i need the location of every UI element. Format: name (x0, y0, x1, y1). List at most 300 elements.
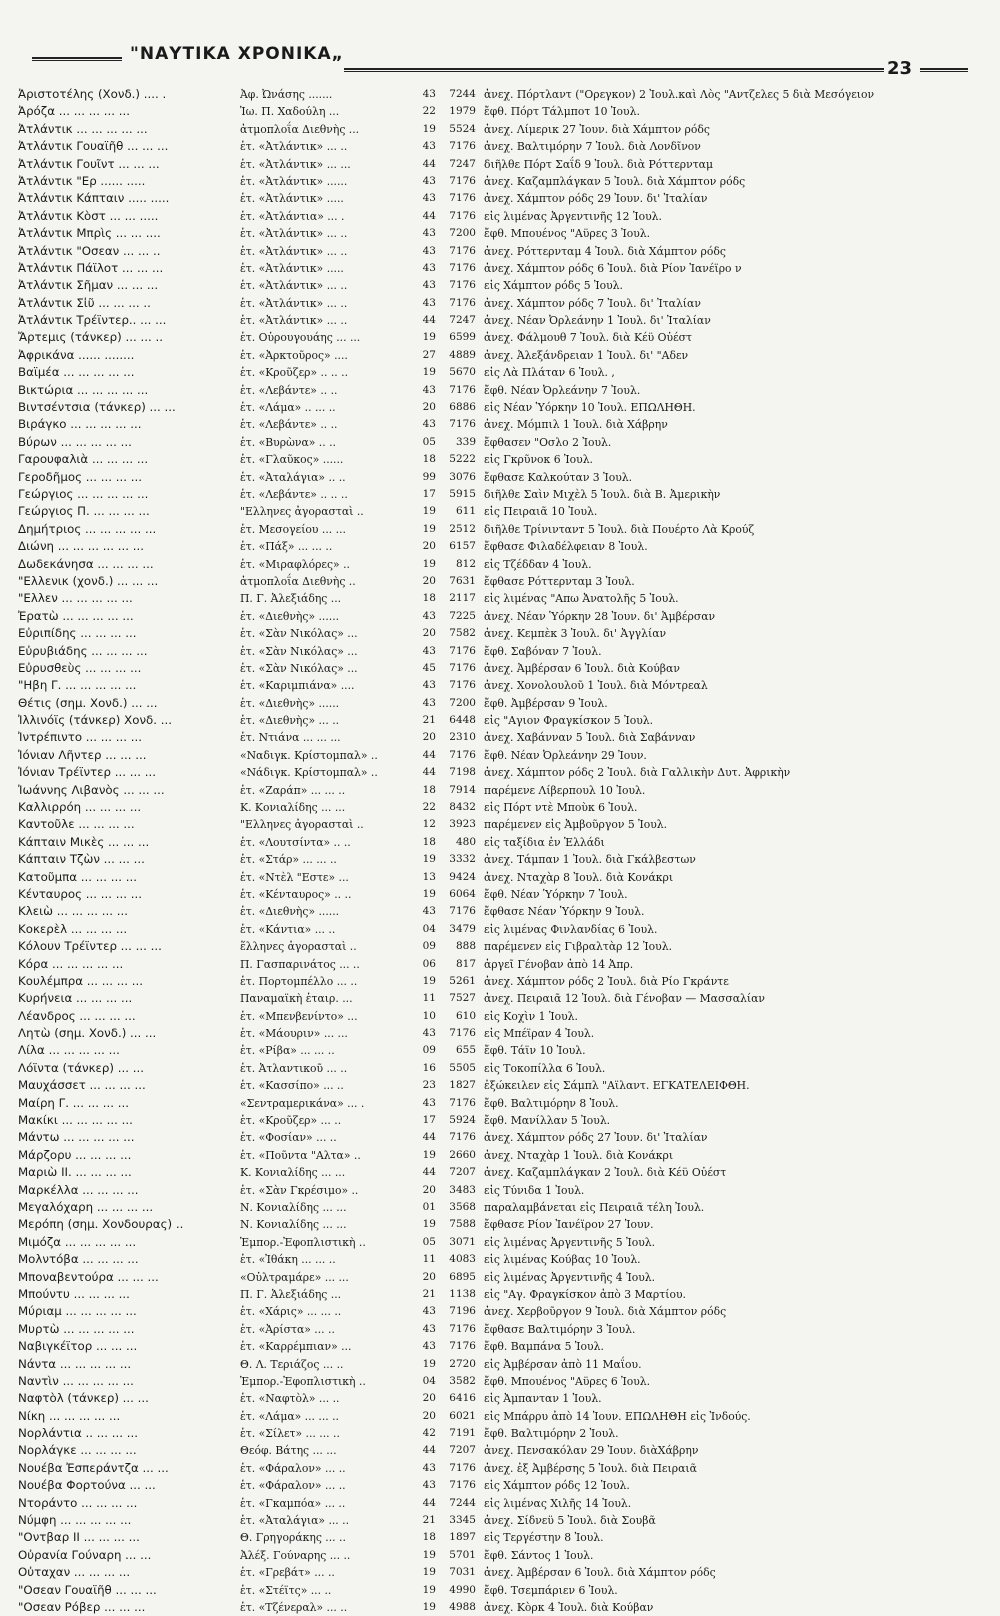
ship-row (18, 782, 968, 799)
build-year: 10 (422, 1009, 436, 1022)
ship-status: ἀνεχ. Κὸρκ 4 Ἰουλ. διὰ Κούβαν (484, 1600, 654, 1614)
ship-name: Μαίρη Γ. ... ... ... ... (18, 1095, 129, 1110)
ship-name: Ἰντρέπιντο ... ... ... ... (18, 730, 143, 745)
ship-row (18, 1199, 968, 1216)
ship-owner: ἑτ. «Διεθνὴς» ...... (240, 905, 340, 919)
tonnage: 888 (455, 940, 476, 953)
tonnage: 7631 (449, 574, 476, 587)
tonnage: 2512 (449, 522, 476, 535)
tonnage: 812 (455, 557, 476, 570)
tonnage: 3076 (449, 470, 476, 483)
tonnage: 3332 (449, 853, 476, 866)
build-year: 43 (422, 1479, 436, 1492)
tonnage: 2310 (449, 731, 476, 744)
ship-status: ἀνεχ. Φάλμουθ 7 Ἰουλ. διὰ Κέϋ Οὐέστ (484, 331, 693, 345)
build-year: 23 (422, 1079, 436, 1092)
ship-row (18, 1182, 968, 1199)
ship-name: Κόρα ... ... ... ... ... (18, 956, 124, 971)
tonnage: 5261 (449, 974, 476, 987)
ship-owner: Παναμαϊκὴ ἑταιρ. ... (240, 992, 353, 1006)
ship-owner: ἑτ. «Φάραλον» ... .. (240, 1479, 346, 1493)
ship-status: ἔφθ. Μπουένος "Αϋρες 3 Ἰουλ. (484, 227, 651, 241)
ship-row (18, 1442, 968, 1459)
tonnage: 7207 (449, 1444, 476, 1457)
ship-status: ἔφθ. Πόρτ Τάλμποτ 10 Ἰουλ. (484, 105, 640, 119)
ship-name: Γαρουφαλιὰ ... ... ... ... (18, 452, 149, 467)
ship-name: Ναντὶν ... ... ... ... ... (18, 1373, 134, 1388)
ship-status: ἀνεχ. Κεμπὲκ 3 Ἰουλ. δι' Ἀγγλίαν (484, 627, 667, 641)
ship-status: εἰς Πόρτ ντὲ Μποὺκ 6 Ἰουλ. (484, 801, 638, 815)
ship-row (18, 1338, 968, 1355)
ship-owner: ἑτ. «Πάξ» ... ... .. (240, 540, 333, 554)
ship-row (18, 121, 968, 138)
ship-name: Ἀρόζα ... ... ... ... ... (18, 104, 130, 119)
ship-row (18, 1547, 968, 1564)
ship-row (18, 434, 968, 451)
ship-status: ἀνεχ. Τάμπαν 1 Ἰουλ. διὰ Γκάλβεστων (484, 853, 696, 867)
ship-status: ἔφθ. Σάντος 1 Ἰουλ. (484, 1548, 594, 1562)
tonnage: 480 (455, 835, 476, 848)
ship-owner: ἑτ. «Γρεβάτ» ... .. (240, 1566, 335, 1580)
ship-status: ἔφθ. Τσεμπάριεν 6 Ἰουλ. (484, 1583, 618, 1597)
ship-row (18, 643, 968, 660)
ship-owner: ἕλληνες ἀγορασταὶ .. (240, 940, 357, 954)
ship-row (18, 660, 968, 677)
ship-status: ἀνεχ. Νέαν Ὑόρκην 28 Ἰουν. δι' Ἀμβέρσαν (484, 609, 716, 623)
tonnage: 6448 (449, 714, 476, 727)
ship-status: εἰς λιμένας Κούβας 10 Ἰουλ. (484, 1253, 641, 1267)
ship-name: Βαϊμέα ... ... ... ... ... (18, 365, 135, 380)
ship-owner: ἑτ. «Ρίβα» ... ... .. (240, 1044, 335, 1058)
ship-row (18, 903, 968, 920)
build-year: 43 (422, 88, 436, 100)
ship-row (18, 416, 968, 433)
ship-row (18, 208, 968, 225)
ship-name: Βιντσέντσια (τάνκερ) ... ... (18, 400, 176, 415)
tonnage: 339 (455, 435, 476, 448)
page-title: "ΝΑΥΤΙΚΑ ΧΡΟΝΙΚΑ„ (130, 44, 344, 64)
ship-name: Καντοῦλε ... ... ... ... (18, 817, 135, 832)
ship-status: διῆλθε Πόρτ Σαΐδ 9 Ἰουλ. διὰ Ρόττερνταμ (484, 157, 713, 171)
build-year: 13 (422, 870, 436, 883)
ship-name: Ἰόνιαν Τρέϊντερ ... ... ... (18, 765, 157, 780)
ship-row (18, 277, 968, 294)
build-year: 18 (422, 453, 436, 466)
ship-owner: ἑτ. Οὐρουγουάης ... ... (240, 331, 361, 345)
ship-row (18, 729, 968, 746)
ship-row (18, 1095, 968, 1112)
ship-status: ἔφθασε Φιλαδέλφειαν 8 Ἰουλ. (484, 540, 648, 554)
ship-status: ἀνεχ. Ἀλεξάνδρειαν 1 Ἰουλ. δι' "Αδεν (484, 348, 689, 362)
tonnage: 655 (455, 1044, 476, 1057)
header-rule-far (920, 68, 968, 72)
build-year: 43 (422, 174, 436, 187)
ship-status: ἔφθασεν "Οσλο 2 Ἰουλ. (484, 435, 612, 449)
ship-name: Ἀτλάντικ Μπρὶς ... ... .... (18, 226, 161, 241)
ship-name: Βύρων ... ... ... ... ... (18, 434, 132, 449)
tonnage: 1138 (449, 1287, 476, 1300)
tonnage: 8432 (449, 801, 476, 814)
build-year: 43 (422, 296, 436, 309)
ship-row (18, 156, 968, 173)
ship-row (18, 382, 968, 399)
build-year: 19 (422, 974, 436, 987)
ship-status: εἰς λιμένας Φινλανδίας 6 Ἰουλ. (484, 922, 658, 936)
tonnage: 7176 (449, 1461, 476, 1474)
ship-owner: ἑτ. «Καριμπιάνα» .... (240, 679, 355, 693)
ship-status: ἀνεχ. Λίμερικ 27 Ἰουν. διὰ Χάμπτον ρόδς (484, 122, 710, 136)
ship-owner: ἀτμοπλοΐα Διεθνὴς ... (240, 122, 360, 136)
ship-owner: ἑτ. «Ἀρκτοῦρος» .... (240, 348, 348, 362)
tonnage: 5701 (449, 1548, 476, 1561)
build-year: 44 (422, 1166, 436, 1179)
tonnage: 7176 (449, 661, 476, 674)
ship-row (18, 1042, 968, 1059)
tonnage: 7031 (449, 1566, 476, 1579)
ship-owner: ἑτ. Μεσογείου ... ... (240, 522, 346, 536)
tonnage: 2720 (449, 1357, 476, 1370)
ship-name: Δωδεκάνησα ... ... ... ... (18, 556, 154, 571)
ship-owner: ἑτ. «Διεθνὴς» ...... (240, 696, 340, 710)
tonnage: 7247 (449, 314, 476, 327)
ship-status: ἀνεχ. Χάμπτον ρόδς 7 Ἰουλ. δι' Ἰταλίαν (484, 296, 701, 310)
ship-status: ἀνεχ. Χάμπτον ρόδς 6 Ἰουλ. διὰ Ρίον Ἰανέϊρο ν (484, 261, 742, 275)
ship-name: Μερόπη (σημ. Χονδουρας) .. (18, 1217, 184, 1232)
build-year: 20 (422, 401, 436, 414)
ship-row (18, 1286, 968, 1303)
ship-owner: ἑτ. «Ἀτλάντικ» ... .. (240, 279, 348, 293)
build-year: 43 (422, 1461, 436, 1474)
ship-row (18, 764, 968, 781)
ship-status: εἰς Μπέϊραν 4 Ἰουλ. (484, 1027, 595, 1041)
tonnage: 4083 (449, 1253, 476, 1266)
build-year: 17 (422, 1114, 436, 1127)
ship-row (18, 556, 968, 573)
ship-owner: Π. Γασπαρινάτος ... .. (240, 957, 360, 971)
ship-row (18, 1164, 968, 1181)
tonnage: 610 (455, 1009, 476, 1022)
ship-name: "Ελλενικ (χονδ.) ... ... ... (18, 573, 159, 588)
ship-status: ἀνεχ. Νέαν Ὀρλεάνην 1 Ἰουλ. δι' Ἰταλίαν (484, 314, 711, 328)
ship-owner: ἑτ. «Λεβάντε» .. .. (240, 418, 338, 432)
ship-owner: ἑτ. «Διεθνὴς» ... .. (240, 714, 340, 728)
build-year: 45 (422, 661, 436, 674)
build-year: 17 (422, 487, 436, 500)
tonnage: 3479 (449, 922, 476, 935)
ship-owner: ἑτ. «Ντὲλ "Εστε» ... (240, 870, 349, 884)
ship-status: ἔφθ. Μπουένος "Αϋρες 6 Ἰουλ. (484, 1374, 651, 1388)
tonnage: 7247 (449, 157, 476, 170)
ship-row (18, 243, 968, 260)
tonnage: 2117 (449, 592, 476, 605)
ship-row (18, 851, 968, 868)
tonnage: 7176 (449, 679, 476, 692)
ship-owner: ἑτ. «Κάντια» ... .. (240, 922, 336, 936)
ship-owner: ἑτ. «Ἀταλάγια» .. .. (240, 470, 346, 484)
tonnage: 6157 (449, 540, 476, 553)
build-year: 19 (422, 1566, 436, 1579)
tonnage: 6064 (449, 887, 476, 900)
ship-owner: Ἐμπορ.-Ἐφοπλιστικὴ .. (240, 1374, 366, 1388)
ship-row (18, 869, 968, 886)
ship-status: εἰς Τεργέστην 8 Ἰουλ. (484, 1531, 604, 1545)
ship-status: παρέμενε Λίβερπουλ 10 Ἰουλ. (484, 783, 646, 797)
ship-status: ἀνεχ. Βαλτιμόρην 7 Ἰουλ. διὰ Λονδῖνον (484, 140, 701, 154)
ship-owner: ἑτ. «Λουτσίντα» .. .. (240, 835, 351, 849)
ship-owner: ἑτ. «Κροῦζερ» .. .. .. (240, 366, 349, 380)
ship-owner: ἑτ. «Ἀτλάντικ» ..... (240, 261, 344, 275)
ship-owner: Π. Γ. Ἀλεξιάδης ... (240, 592, 342, 606)
ship-owner: "Ελληνες ἀγορασταὶ .. (240, 505, 364, 519)
ship-owner: ἑτ. «Ποῦντα "Αλτα» .. (240, 1148, 361, 1162)
build-year: 43 (422, 261, 436, 274)
ship-name: Ἀτλάντικ Κὸστ ... ... ..... (18, 208, 159, 223)
ship-name: Λίλα ... ... ... ... ... (18, 1043, 120, 1058)
tonnage: 6895 (449, 1270, 476, 1283)
build-year: 18 (422, 592, 436, 605)
tonnage: 6021 (449, 1409, 476, 1422)
ship-status: ἀνεχ. Καζαμπλάγκαν 2 Ἰουλ. διὰ Κέϋ Οὐέστ (484, 1166, 727, 1180)
tonnage: 7176 (449, 261, 476, 274)
ship-status: ἔφθασε Ρόττερνταμ 3 Ἰουλ. (484, 574, 635, 588)
ship-status: ἔφθ. Σαβόναν 7 Ἰουλ. (484, 644, 602, 658)
ship-name: Μπούντυ ... ... ... ... (18, 1286, 130, 1301)
ship-status: εἰς Χάμπτον ρόδς 12 Ἰουλ. (484, 1479, 630, 1493)
tonnage: 5915 (449, 487, 476, 500)
ship-owner: ἑτ. «Χάρις» ... ... .. (240, 1305, 342, 1319)
tonnage: 7176 (449, 1027, 476, 1040)
ship-status: ἀνεχ. Ἀμβέρσαν 6 Ἰουλ. διὰ Κούβαν (484, 661, 680, 675)
ship-owner: ἑτ. «Βυρὼνα» .. .. (240, 435, 336, 449)
build-year: 16 (422, 1061, 436, 1074)
build-year: 11 (422, 992, 436, 1005)
ship-name: Κοκερὲλ ... ... ... ... (18, 921, 128, 936)
ship-status: εἰς λιμένας Χιλῆς 14 Ἰουλ. (484, 1496, 632, 1510)
ship-name: Νύμφη ... ... ... ... ... (18, 1513, 132, 1528)
ship-name: Ἀτλάντικ Γουῖντ ... ... ... (18, 156, 160, 171)
ship-owner: ἑτ. «Καρρέμπιαν» ... (240, 1340, 352, 1354)
ship-name: Οὐρανία Γούναρη ... ... (18, 1547, 152, 1562)
ship-row (18, 103, 968, 120)
ship-status: εἰς λιμένας Ἀργεντινῆς 5 Ἰουλ. (484, 1235, 656, 1249)
ship-status: ἀνεχ. Μόμπιλ 1 Ἰουλ. διὰ Χάβρην (484, 418, 668, 432)
ship-owner: Κ. Κονιαλίδης ... ... (240, 1166, 346, 1180)
ship-movements-list (18, 86, 968, 1616)
ship-name: Μάρζορυ ... ... ... ... (18, 1147, 132, 1162)
ship-name: Ναφτὸλ (τάνκερ) ... ... (18, 1391, 149, 1406)
tonnage: 3483 (449, 1183, 476, 1196)
ship-status: ἔφθ. Νέαν Ὀρλεάνην 29 Ἰουν. (484, 748, 647, 762)
ship-name: Κουλέμπρα ... ... ... ... (18, 973, 144, 988)
build-year: 06 (422, 957, 436, 970)
build-year: 20 (422, 1409, 436, 1422)
ship-name: Μύριαμ ... ... ... ... ... (18, 1304, 137, 1319)
ship-status: ἔφθ. Βαλτιμόρην 2 Ἰουλ. (484, 1427, 619, 1441)
ship-name: Ἐρατὼ ... ... ... ... ... (18, 608, 134, 623)
ship-row (18, 712, 968, 729)
ship-status: παρέμενεν εἰς Γιβραλτὰρ 12 Ἰουλ. (484, 940, 673, 954)
build-year: 04 (422, 922, 436, 935)
ship-status: ἔφθ. Τάϊν 10 Ἰουλ. (484, 1044, 586, 1058)
tonnage: 7191 (449, 1427, 476, 1440)
ship-row (18, 799, 968, 816)
ship-status: ἀνεχ. Χάμπτον ρόδς 29 Ἰουν. δι' Ἰταλίαν (484, 192, 708, 206)
ship-row (18, 1390, 968, 1407)
ship-owner: ἑτ. «Ἀτλάντικ» ... .. (240, 244, 348, 258)
ship-status: ἀνεχ. Χαβάνναν 5 Ἰουλ. διὰ Σαβάνναν (484, 731, 696, 745)
ship-owner: ἑτ. Ντιάνα ... ... ... (240, 731, 341, 745)
ship-owner: ἑτ. «Τζένεραλ» ... .. (240, 1600, 348, 1614)
build-year: 19 (422, 522, 436, 535)
build-year: 43 (422, 696, 436, 709)
ship-name: Ἀτλάντικ Σῆμαν ... ... ... (18, 278, 159, 293)
ship-name: Ἰλλινόϊς (τάνκερ) Χονδ. ... (18, 713, 173, 728)
ship-owner: ἑτ. «Ἀτλάντικ» ... .. (240, 227, 348, 241)
ship-name: Δημήτριος ... ... ... ... ... (18, 521, 157, 536)
tonnage: 7207 (449, 1166, 476, 1179)
ship-owner: ἑτ. «Λάμα» ... ... .. (240, 1409, 339, 1423)
ship-row (18, 886, 968, 903)
ship-owner: ἑτ. «Ἀρίστα» ... .. (240, 1322, 335, 1336)
ship-name: Οὐταχαν ... ... ... ... (18, 1565, 131, 1580)
ship-name: Ἀτλάντικ Γουαϊῆθ ... ... ... (18, 139, 169, 154)
tonnage: 7914 (449, 783, 476, 796)
ship-owner: ἑτ. «Λεβάντε» .. .. (240, 383, 338, 397)
ship-name: Διώνη ... ... ... ... ... ... (18, 539, 145, 554)
ship-row (18, 973, 968, 990)
ship-row (18, 1112, 968, 1129)
ship-row (18, 1477, 968, 1494)
ship-status: εἰς Νέαν Ὑόρκην 10 Ἰουλ. ΕΠΩΛΗΘΗ. (484, 401, 696, 415)
build-year: 20 (422, 1270, 436, 1283)
build-year: 19 (422, 1357, 436, 1370)
build-year: 44 (422, 209, 436, 222)
ship-status: ἀνεχ. Χάμπτον ρόδς 2 Ἰουλ. διὰ Γαλλικὴν Δυτ. Ἀφρικὴν (484, 766, 791, 780)
tonnage: 6599 (449, 331, 476, 344)
tonnage: 7588 (449, 1218, 476, 1231)
tonnage: 5524 (449, 122, 476, 135)
build-year: 19 (422, 1218, 436, 1231)
build-year: 44 (422, 748, 436, 761)
ship-owner: ἑτ. «Μπενβενίντο» ... (240, 1009, 358, 1023)
tonnage: 611 (455, 505, 476, 518)
ship-name: Θέτις (σημ. Χονδ.) ... ... (18, 695, 158, 710)
ship-status: ἀνεχ. Σίδνεϋ 5 Ἰουλ. διὰ Σουβᾶ (484, 1514, 656, 1528)
ship-owner: ἑτ. Πορτομπέλλο ... .. (240, 974, 358, 988)
tonnage: 7176 (449, 174, 476, 187)
ship-status: ἀνεχ. Χερβοῦργον 9 Ἰουλ. διὰ Χάμπτον ρόδς (484, 1305, 727, 1319)
ship-name: Λόϊντα (τάνκερ) ... ... (18, 1060, 144, 1075)
ship-row (18, 173, 968, 190)
ship-name: Βιράγκο ... ... ... ... ... (18, 417, 142, 432)
ship-status: ἐξώκειλεν εἰς Σάμπλ "Αϊλαντ. ΕΓΚΑΤΕΛΕΙΦΘΗ. (484, 1079, 750, 1093)
build-year: 43 (422, 905, 436, 918)
ship-owner: «Οὐλτραμάρε» ... ... (240, 1270, 349, 1284)
ship-status: ἔφθ. Βαλτιμόρην 8 Ἰουλ. (484, 1096, 619, 1110)
ship-row (18, 1495, 968, 1512)
ship-owner: ἑτ. «Ἀτλάντικ» ... .. (240, 140, 348, 154)
build-year: 44 (422, 314, 436, 327)
build-year: 09 (422, 1044, 436, 1057)
build-year: 44 (422, 1444, 436, 1457)
build-year: 05 (422, 435, 436, 448)
ship-owner: ἑτ. «Λάμα» .. ... .. (240, 401, 336, 415)
ship-row (18, 329, 968, 346)
ship-name: Ἀτλάντικ Κάπταιν ..... ..... (18, 191, 170, 206)
build-year: 43 (422, 227, 436, 240)
build-year: 04 (422, 1374, 436, 1387)
ship-name: Γεώργιος ... ... ... ... ... (18, 486, 149, 501)
ship-name: "Ελλεν ... ... ... ... ... (18, 591, 133, 606)
ship-owner: ἑτ. «Μιραφλόρες» .. (240, 557, 350, 571)
ship-row (18, 590, 968, 607)
tonnage: 3345 (449, 1514, 476, 1527)
ship-name: Ἀτλάντικ Πάϊλοτ ... ... ... (18, 260, 164, 275)
ship-row (18, 1582, 968, 1599)
ship-name: Νορλάγκε ... ... ... ... (18, 1443, 137, 1458)
ship-owner: «Σεντραμερικάνα» ... . (240, 1096, 365, 1110)
tonnage: 7200 (449, 696, 476, 709)
build-year: 18 (422, 1531, 436, 1544)
ship-name: Ἀφρικάνα ...... ........ (18, 347, 135, 362)
ship-row (18, 347, 968, 364)
tonnage: 5222 (449, 453, 476, 466)
ship-name: Μεγαλόχαρη ... ... ... ... (18, 1200, 154, 1214)
build-year: 22 (422, 105, 436, 118)
build-year: 21 (422, 714, 436, 727)
tonnage: 7176 (449, 644, 476, 657)
tonnage: 7225 (449, 609, 476, 622)
ship-owner: «Νάδιγκ. Κρίστομπαλ» .. (240, 766, 378, 780)
ship-owner: ἑτ. Ἀτλαντικοῦ ... .. (240, 1061, 348, 1075)
ship-owner: ἑτ. «Λεβάντε» .. .. .. (240, 487, 348, 501)
ship-status: εἰς Τζέδδαν 4 Ἰουλ. (484, 557, 592, 571)
tonnage: 7176 (449, 905, 476, 918)
build-year: 44 (422, 766, 436, 779)
ship-status: ἀνεχ. Χονολουλοῦ 1 Ἰουλ. διὰ Μόντρεαλ (484, 679, 708, 693)
build-year: 19 (422, 331, 436, 344)
build-year: 43 (422, 418, 436, 431)
ship-row (18, 1599, 968, 1616)
ship-row (18, 1269, 968, 1286)
ship-row (18, 469, 968, 486)
ship-name: Ντοράντο ... ... ... ... (18, 1495, 138, 1510)
ship-row (18, 1077, 968, 1094)
ship-owner: Ν. Κονιαλίδης ... ... (240, 1201, 347, 1214)
ship-status: ἔφθ. Μανίλλαν 5 Ἰουλ. (484, 1114, 611, 1128)
ship-row (18, 608, 968, 625)
build-year: 44 (422, 1131, 436, 1144)
ship-status: ἔφθασε Ρίον Ἰανέϊρον 27 Ἰουν. (484, 1218, 654, 1232)
tonnage: 7176 (449, 296, 476, 309)
ship-row (18, 1060, 968, 1077)
tonnage: 7176 (449, 192, 476, 205)
build-year: 43 (422, 383, 436, 396)
ship-name: Λητὼ (σημ. Χονδ.) ... ... (18, 1026, 157, 1041)
ship-owner: ἑτ. «Γλαῦκος» ...... (240, 453, 344, 467)
tonnage: 4988 (449, 1600, 476, 1613)
ship-status: εἰς λιμένας "Απω Ἀνατολῆς 5 Ἰουλ. (484, 592, 679, 606)
ship-status: εἰς λιμένας Ἀργεντινῆς 4 Ἰουλ. (484, 1270, 656, 1284)
ship-owner: ἑτ. «Ἀτλάντικ» ... .. (240, 314, 348, 328)
ship-status: εἰς Μπάρρυ ἀπὸ 14 Ἰουν. ΕΠΩΛΗΘΗ εἰς Ἰνδούς. (484, 1409, 751, 1423)
ship-owner: «Ναδιγκ. Κρίστομπαλ» .. (240, 748, 378, 762)
ship-name: Μποναβεντούρα ... ... ... (18, 1269, 159, 1284)
build-year: 12 (422, 818, 436, 831)
ship-row (18, 1129, 968, 1146)
ship-row (18, 503, 968, 520)
tonnage: 7176 (449, 418, 476, 431)
